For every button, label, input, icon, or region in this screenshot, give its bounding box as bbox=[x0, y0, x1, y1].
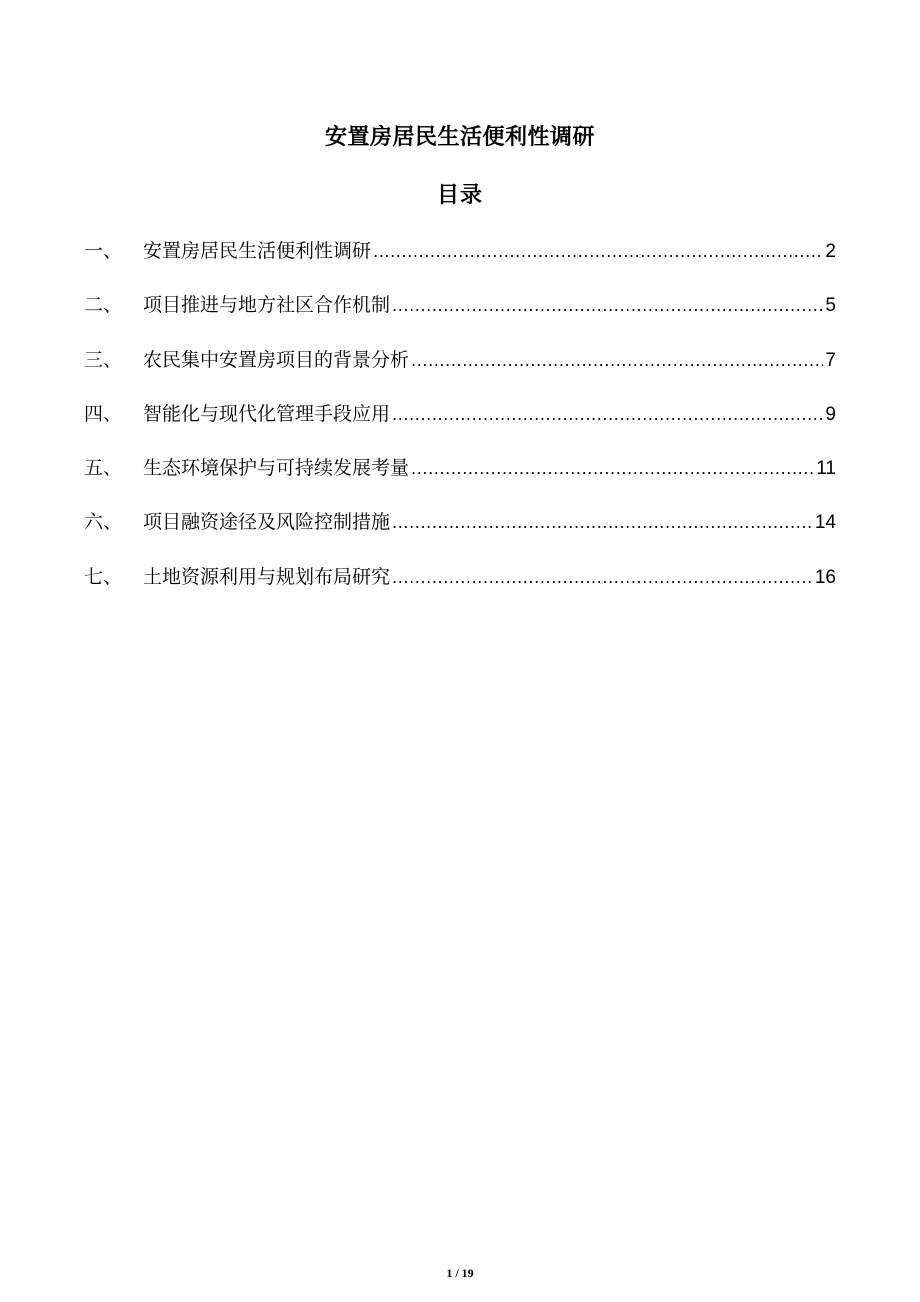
toc-entry-title: 生态环境保护与可持续发展考量 bbox=[143, 457, 410, 480]
toc-entry[interactable] bbox=[84, 505, 836, 559]
toc-entry-number: 四、 bbox=[84, 402, 123, 425]
toc-entry-page: 2 bbox=[825, 241, 836, 262]
toc-dot-leader bbox=[392, 561, 813, 595]
toc-entry-number: 六、 bbox=[84, 511, 123, 534]
toc-dot-leader bbox=[392, 506, 813, 540]
toc-entry-title: 农民集中安置房项目的背景分析 bbox=[143, 348, 410, 371]
toc-entry-number: 五、 bbox=[84, 457, 123, 480]
toc-dot-leader bbox=[411, 344, 823, 378]
toc-entry-page: 9 bbox=[825, 403, 836, 425]
toc-entry[interactable] bbox=[84, 234, 836, 288]
toc-entry[interactable] bbox=[84, 560, 836, 614]
toc-entry-number: 三、 bbox=[84, 348, 123, 371]
toc-dot-leader bbox=[392, 289, 823, 323]
toc-entry-title: 项目推进与地方社区合作机制 bbox=[143, 294, 391, 317]
toc-entry-page: 16 bbox=[814, 566, 836, 588]
toc-entry-number: 二、 bbox=[84, 294, 123, 317]
toc-entry-page: 5 bbox=[825, 295, 836, 317]
toc-dot-leader bbox=[411, 452, 814, 486]
toc-dot-leader bbox=[373, 235, 823, 269]
toc-entry-number: 一、 bbox=[84, 240, 123, 262]
toc-entry-title: 项目融资途径及风险控制措施 bbox=[143, 511, 391, 534]
toc-entry[interactable] bbox=[84, 343, 836, 397]
page-number-footer: 1 / 19 bbox=[446, 1266, 474, 1280]
toc-heading: 目录 bbox=[436, 183, 483, 208]
toc-entry-page: 11 bbox=[816, 458, 836, 480]
document-title: 安置房居民生活便利性调研 bbox=[324, 125, 595, 150]
table-of-contents bbox=[84, 234, 836, 614]
toc-entry[interactable] bbox=[84, 451, 836, 505]
toc-entry-page: 7 bbox=[825, 349, 836, 371]
toc-entry-title: 安置房居民生活便利性调研 bbox=[143, 240, 372, 262]
toc-entry-title: 土地资源利用与规划布局研究 bbox=[143, 565, 391, 588]
toc-entry-number: 七、 bbox=[84, 565, 123, 588]
toc-dot-leader bbox=[392, 398, 823, 432]
toc-entry[interactable] bbox=[84, 288, 836, 342]
toc-entry[interactable] bbox=[84, 397, 836, 451]
toc-entry-page: 14 bbox=[814, 512, 836, 534]
toc-entry-title: 智能化与现代化管理手段应用 bbox=[143, 402, 391, 425]
